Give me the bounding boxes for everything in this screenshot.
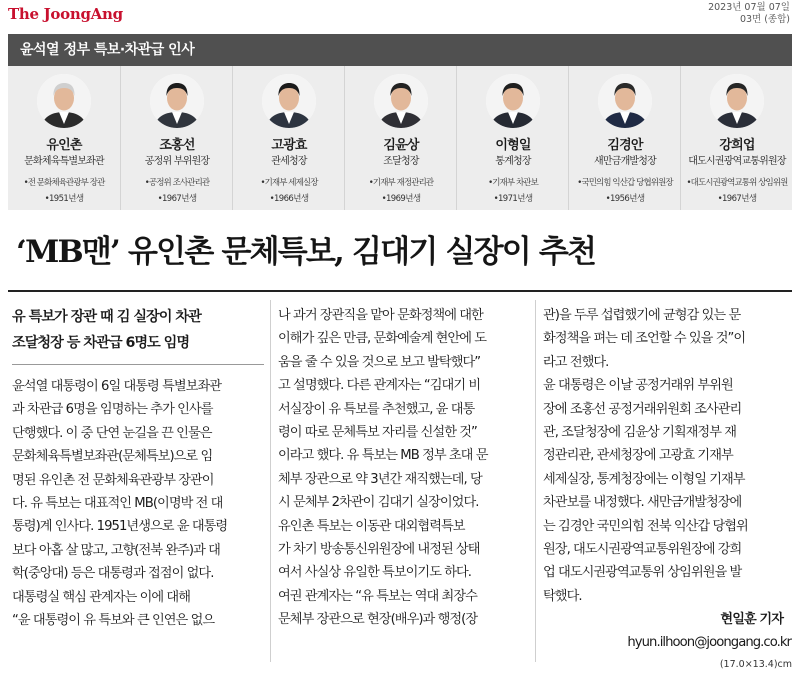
body-text-line: 는 김경안 국민의힘 전북 익산갑 당협위	[543, 518, 748, 534]
reporter-email[interactable]: hyun.ilhoon@joongang.co.kr	[627, 635, 791, 651]
person-card	[568, 66, 680, 210]
column-1-text	[12, 375, 264, 632]
portrait-photo	[374, 74, 428, 128]
column-3-text	[543, 304, 795, 608]
headline: ‘MB맨’ 유인촌 문체특보, 김대기 실장이 추천	[16, 234, 596, 270]
person-role: 통계청장	[495, 156, 531, 167]
body-text-line: 윤석열 대통령이 6일 대통령 특별보좌관	[12, 379, 222, 394]
person-birth-year: •1951년생	[44, 194, 84, 204]
body-text-line: 이해가 깊은 만큼, 문화예술계 현안에 도	[278, 331, 487, 347]
body-text-line: 문화체육특별보좌관(문체특보)으로 임	[12, 449, 213, 465]
portrait-photo	[710, 74, 764, 128]
body-text-line: 고 설명했다. 다른 관계자는 “김대기 비	[278, 378, 481, 394]
person-card	[680, 66, 792, 210]
body-text-line: 세제실장, 통계청장에는 이형일 기재부	[543, 471, 745, 487]
body-text-line: 서실장이 유 특보를 추천했고, 윤 대통	[278, 401, 475, 417]
body-text-line: 여권 관계자는 “유 특보는 역대 최장수	[278, 588, 477, 604]
portrait-photo	[486, 74, 540, 128]
person-career: •공정위 조사관리관	[144, 178, 210, 188]
column-2-text	[278, 304, 530, 631]
person-role: 문화체육특별보좌관	[24, 156, 104, 167]
person-birth-year: •1967년생	[717, 194, 757, 204]
person-birth-year: •1969년생	[381, 194, 421, 204]
body-text-line: 유인촌 특보는 이동관 대외협력특보	[278, 518, 465, 534]
person-birth-year: •1971년생	[493, 194, 533, 204]
body-text-line: 탁했다.	[543, 588, 582, 604]
subhead-line: 유 특보가 장관 때 김 실장이 차관	[12, 309, 201, 325]
body-text-line: 이라고 했다. 유 특보는 MB 정부 초대 문	[278, 448, 488, 464]
person-name: 조홍선	[159, 138, 195, 153]
person-card	[120, 66, 232, 210]
person-birth-year: •1956년생	[605, 194, 645, 204]
body-text-line: 대통령실 핵심 관계자는 이에 대해	[12, 589, 191, 605]
body-text-line: 화정책을 펴는 데 조언할 수 있을 것”이	[543, 331, 746, 347]
body-text-line: 장에 조홍선 공정거래위원회 조사관리	[543, 401, 742, 417]
portrait-icon	[710, 74, 764, 128]
body-text-line: 차관보를 내정했다. 새만금개발청장에	[543, 495, 742, 511]
date-page-info	[708, 2, 790, 26]
people-row	[8, 66, 792, 210]
person-card	[456, 66, 568, 210]
portrait-icon	[486, 74, 540, 128]
person-name: 김윤상	[383, 138, 419, 153]
column-divider	[270, 300, 271, 662]
article-column-3	[543, 304, 795, 655]
portrait-icon	[598, 74, 652, 128]
portrait-photo	[598, 74, 652, 128]
person-role: 대도시권광역교통위원장	[688, 156, 786, 167]
body-text-line: 업 대도시권광역교통위 상임위원을 발	[543, 565, 742, 581]
body-text-line: 과 차관급 6명을 임명하는 추가 인사를	[12, 402, 213, 418]
subhead-divider	[12, 364, 264, 365]
body-text-line: 통령)계 인사다. 1951년생으로 윤 대통령	[12, 519, 228, 535]
byline: 현일훈 기자	[720, 612, 783, 628]
banner-title: 윤석열 정부 특보·차관급 인사	[8, 34, 792, 66]
portrait-icon	[374, 74, 428, 128]
body-text-line: 가 차기 방송통신위원장에 내정된 상태	[278, 541, 480, 557]
body-text-line: 원장, 대도시권광역교통위원장에 강희	[543, 541, 742, 557]
person-name: 이형일	[495, 138, 531, 153]
body-text-line: 관, 조달청장에 김윤상 기획재정부 재	[543, 424, 737, 440]
subhead-line: 조달청장 등 차관급 6명도 임명	[12, 335, 190, 351]
newspaper-logo: The JoongAng	[8, 5, 123, 23]
headline-rule	[8, 290, 792, 292]
person-name: 김경안	[607, 138, 643, 153]
person-name: 강희업	[719, 138, 755, 153]
body-text-line: 움을 줄 수 있을 것으로 보고 발탁했다”	[278, 354, 481, 370]
person-role: 공정위 부위원장	[144, 156, 210, 167]
body-text-line: 문체부 장관으로 현장(배우)과 행정(장	[278, 612, 478, 628]
person-career: •전 문화체육관광부 장관	[23, 178, 105, 188]
masthead	[0, 0, 800, 32]
person-career: •기재부 재정관리관	[368, 178, 434, 188]
person-role: 관세청장	[271, 156, 307, 167]
person-card	[232, 66, 344, 210]
person-role: 새만금개발청장	[593, 156, 657, 167]
body-text-line: 체부 장관으로 약 3년간 재직했는데, 당	[278, 471, 482, 487]
article-column-2	[278, 304, 530, 631]
body-text-line: 관)을 두루 섭렵했기에 균형감 있는 문	[543, 308, 741, 323]
body-text-line: 여서 사실상 유일한 특보이기도 하다.	[278, 565, 472, 581]
body-text-line: 명된 유인촌 전 문화체육관광부 장관이	[12, 472, 214, 488]
body-text-line: 라고 전했다.	[543, 354, 609, 370]
page-number: 03면 (종합)	[739, 14, 790, 25]
person-career: •기재부 세제실장	[260, 178, 318, 188]
portrait-icon	[37, 74, 91, 128]
portrait-photo	[150, 74, 204, 128]
issue-date: 2023년 07월 07일	[708, 2, 790, 13]
person-card	[344, 66, 456, 210]
body-text-line: 정관리관, 관세청장에 고광효 기재부	[543, 448, 733, 464]
body-text-line: 윤 대통령은 이날 공정거래위 부위원	[543, 378, 733, 394]
subheadline	[12, 304, 264, 356]
person-birth-year: •1967년생	[157, 194, 197, 204]
body-text-line: “윤 대통령이 유 특보와 큰 인연은 없으	[12, 612, 215, 628]
person-role: 조달청장	[383, 156, 419, 167]
person-name: 유인촌	[46, 138, 82, 153]
article-size-note: (17.0×13.4)cm	[719, 659, 792, 670]
body-text-line: 시 문체부 2차관이 김대기 실장이었다.	[278, 495, 479, 511]
person-birth-year: •1966년생	[269, 194, 309, 204]
body-text-line: 보다 아홉 살 많고, 고향(전북 완주)과 대	[12, 542, 220, 558]
portrait-icon	[150, 74, 204, 128]
person-career: •대도시권광역교통위 상임위원	[686, 178, 788, 188]
portrait-photo	[37, 74, 91, 128]
body-text-line: 단행했다. 이 중 단연 눈길을 끈 인물은	[12, 425, 212, 441]
person-career: •기재부 차관보	[488, 178, 538, 188]
person-career: •국민의힘 익산갑 당협위원장	[577, 178, 673, 188]
appointments-banner	[8, 34, 792, 210]
portrait-photo	[262, 74, 316, 128]
body-text-line: 학(중앙대) 등은 대통령과 접점이 없다.	[12, 566, 214, 582]
body-text-line: 나 과거 장관직을 맡아 문화정책에 대한	[278, 308, 483, 323]
column-divider	[535, 300, 536, 662]
article-column-1	[12, 304, 264, 632]
body-text-line: 령이 따로 문체특보 자리를 신설한 것”	[278, 424, 477, 440]
person-card	[8, 66, 120, 210]
portrait-icon	[262, 74, 316, 128]
person-name: 고광효	[271, 138, 307, 153]
body-text-line: 다. 유 특보는 대표적인 MB(이명박 전 대	[12, 495, 223, 511]
